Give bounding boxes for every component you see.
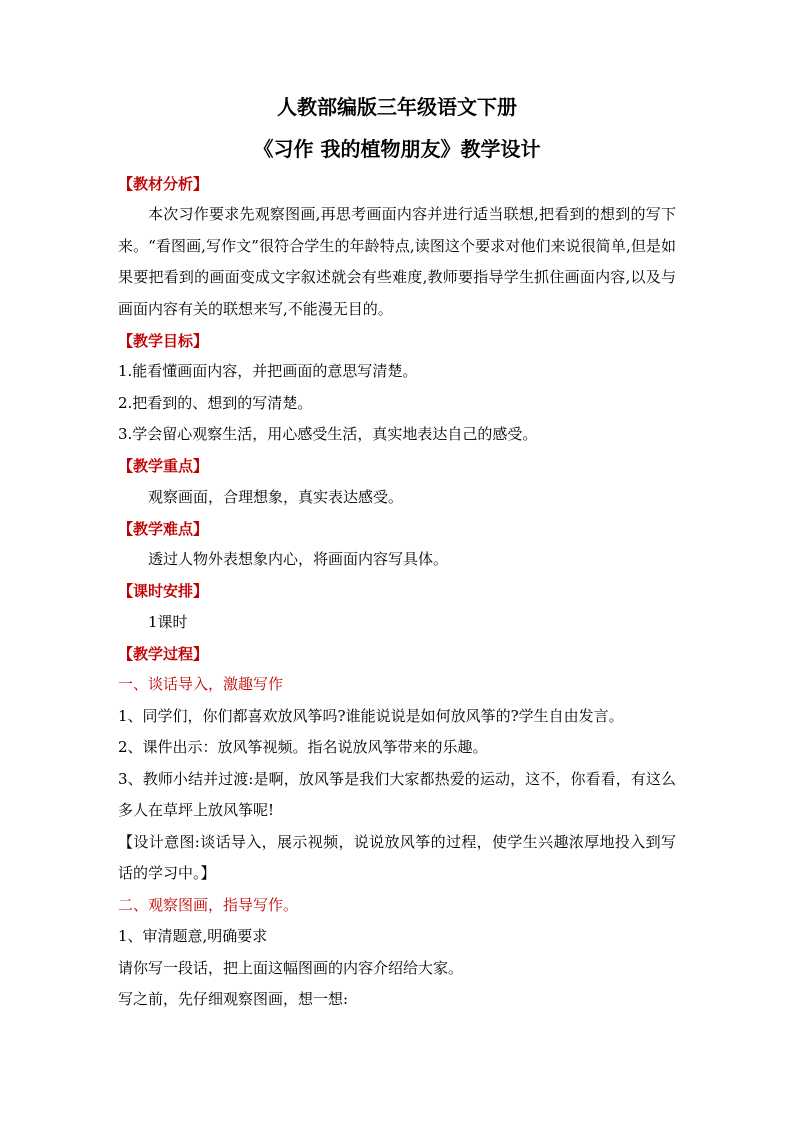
difficulty-text: 透过人物外表想象内心，将画面内容写具体。 bbox=[148, 550, 449, 568]
analysis-paragraph: 本次习作要求先观察图画,再思考画面内容并进行适当联想,把看到的想到的写下来。“看图画,写作文”很符合学生的年龄特点,读图这个要求对他们来说很简单,但是如果要把看到的画面变成文字叙述就会有些难度,教师要指导学生抓住画面内容,以及与画面内容有关的联想来写,不能漫无目的。 bbox=[118, 205, 676, 318]
design-intent: 【设计意图:谈话导入，展示视频，说说放风筝的过程，使学生兴趣浓厚地投入到写话的学习中。】 bbox=[118, 832, 676, 882]
document-title-line1: 人教部编版三年级语文下册 bbox=[277, 95, 517, 119]
step1-item: 3、教师小结并过渡:是啊，放风筝是我们大家都热爱的运动，这不，你看看，有这么多人在草坪上放风筝呢! bbox=[118, 769, 676, 819]
section-heading-process: 【教学过程】 bbox=[118, 644, 209, 663]
step2-title: 二、观察图画，指导写作。 bbox=[118, 895, 299, 914]
goal-item: 3.学会留心观察生活，用心感受生活，真实地表达自己的感受。 bbox=[118, 425, 538, 443]
step1-title: 一、谈话导入，激趣写作 bbox=[118, 675, 284, 693]
goal-item: 1.能看懂画面内容，并把画面的意思写清楚。 bbox=[118, 362, 418, 380]
document-title-line2: 《习作 我的植物朋友》教学设计 bbox=[253, 137, 541, 161]
step2-item: 写之前，先仔细观察图画，想一想: bbox=[118, 990, 349, 1008]
goal-item: 2.把看到的、想到的写清楚。 bbox=[118, 393, 313, 412]
step2-item: 请你写一段话，把上面这幅图画的内容介绍给大家。 bbox=[118, 958, 464, 977]
section-heading-goals: 【教学目标】 bbox=[118, 331, 209, 350]
step1-item: 2、课件出示：放风筝视频。指名说放风筝带来的乐趣。 bbox=[118, 738, 488, 756]
section-heading-schedule: 【课时安排】 bbox=[118, 582, 209, 600]
section-heading-difficulty: 【教学难点】 bbox=[118, 519, 209, 538]
step1-item: 1、同学们，你们都喜欢放风筝吗?谁能说说是如何放风筝的?学生自由发言。 bbox=[118, 706, 624, 725]
section-heading-key-points: 【教学重点】 bbox=[118, 457, 209, 475]
schedule-text: 1课时 bbox=[148, 612, 188, 631]
section-heading-analysis: 【教材分析】 bbox=[118, 174, 209, 193]
step2-item: 1、审清题意,明确要求 bbox=[118, 927, 268, 945]
key-points-text: 观察画面，合理想象，真实表达感受。 bbox=[148, 487, 404, 506]
